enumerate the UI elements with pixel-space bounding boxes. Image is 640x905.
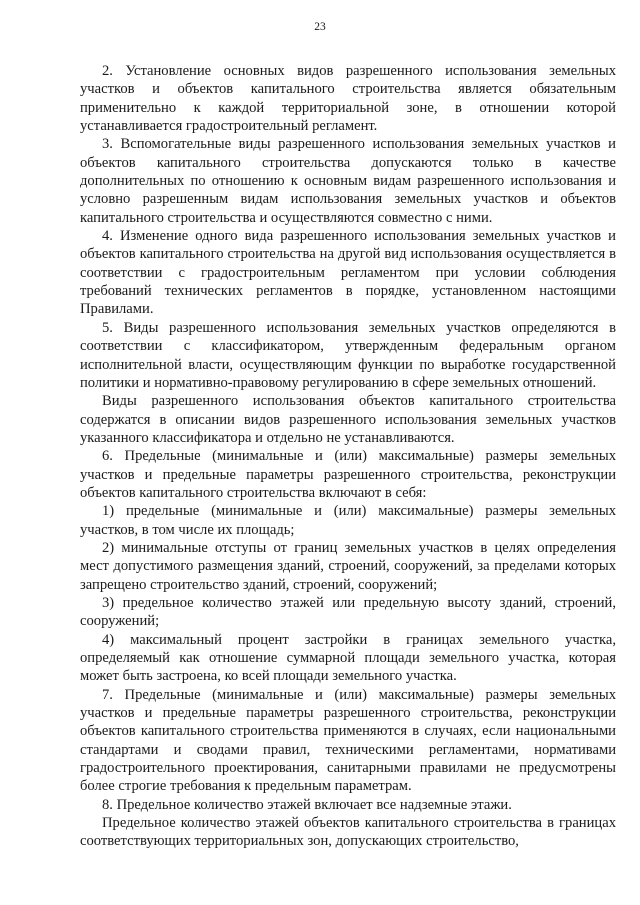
paragraph-2-main-use-types: 2. Установление основных видов разрешенного использования земельных участков и объектов капитального строительства является обязательным применительно к каждой территориальной зоне, в отношении которой устанавливается градостроительный регламент. — [80, 63, 616, 135]
paragraph-8-floors: 8. Предельное количество этажей включает все надземные этажи. — [102, 796, 512, 813]
paragraph-3-auxiliary-use-types: 3. Вспомогательные виды разрешенного использования земельных участков и объектов капитального строительства допускаются только в качестве дополнительных по отношению к основным видам разрешенного использования и условно разрешенным видам использования земельных участков и объектов капитального строительства и осуществляются совместно с ними. — [80, 136, 616, 226]
list-item-3: 3) предельное количество этажей или предельную высоту зданий, строений, сооружений; — [80, 594, 616, 630]
paragraph-5-continued: Виды разрешенного использования объектов капитального строительства содержатся в описании видов разрешенного использования земельных участков указанного классификатора и отдельно не устанавливаются. — [80, 393, 616, 446]
list-item-4: 4) максимальный процент застройки в границах земельного участка, определяемый как отношение суммарной площади земельного участка, которая может быть застроена, ко всей площади земельного участка. — [80, 631, 616, 685]
page-number: 23 — [314, 21, 326, 33]
paragraph-7-application: 7. Предельные (минимальные и (или) максимальные) размеры земельных участков и предельные параметры разрешенного строительства, реконструкции объектов капитального строительства применяются в случаях, если национальными стандартами и сводами правил, техническими регламентами, нормативами градостроительного проектирования, санитарными правилами не предусмотрены более строгие требования к предельным параметрам. — [80, 686, 616, 795]
document-body — [80, 62, 616, 851]
list-item-2: 2) минимальные отступы от границ земельных участков в целях определения мест допустимого размещения зданий, строений, сооружений, за пределами которых запрещено строительство зданий, строений, сооружений; — [80, 539, 616, 593]
paragraph-8-continued: Предельное количество этажей объектов капитального строительства в границах соответствующих территориальных зон, допускающих строительство, — [80, 815, 616, 850]
list-item-1: 1) предельные (минимальные и (или) максимальные) размеры земельных участков, в том числе их площадь; — [80, 503, 616, 538]
paragraph-4-change-of-use: 4. Изменение одного вида разрешенного использования земельных участков и объектов капитального строительства на другой вид использования осуществляется в соответствии с градостроительным регламентом при условии соблюдения требований технических регламентов в порядке, установленном настоящими Правилами. — [80, 228, 616, 318]
paragraph-6-limit-parameters: 6. Предельные (минимальные и (или) максимальные) размеры земельных участков и предельные параметры разрешенного строительства, реконструкции объектов капитального строительства включают в себя: — [80, 448, 616, 501]
paragraph-5-classifier: 5. Виды разрешенного использования земельных участков определяются в соответствии с классификатором, утвержденным федеральным органом исполнительной власти, осуществляющим функции по выработке государственной политики и нормативно-правовому регулированию в сфере земельных отношений. — [80, 319, 616, 391]
